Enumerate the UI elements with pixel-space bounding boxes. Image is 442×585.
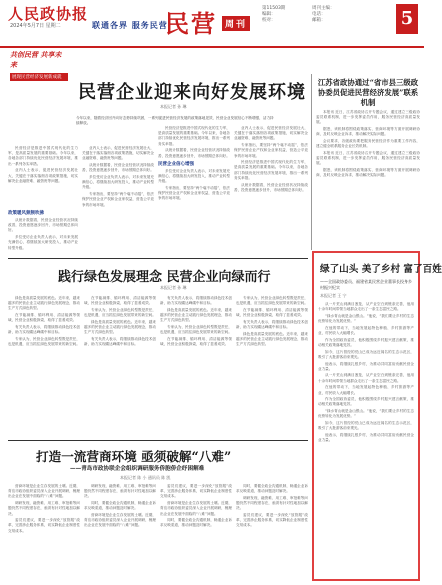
article1-col-2: 业内人士表示，促进民营经济发展壮大，关键在于落实落细各项政策措施，切实解决企业融资难、融资贵等问题。 从统计数据看，民营企业经营状况持续改善，投资意愿逐步回升，市场预期总体向好。 多位受访企业负责人表示，对未来发展充满信心，将继续加大研发投入，推动产业转型升级。 专家指出，要坚持“两个毫不动摇”，依法保护民营企业产权和企业家权益，营造公平竞争的市场环境。 xyxy=(82,146,154,207)
editor-info: 第11503期 编辑： 校对： xyxy=(262,6,286,23)
article2-col-3: 有关负责人表示，将继续推动绿色技术创新，助力实现碳达峰碳中和目标。 绿色是高质量发展的底色。近年来，越来越多的民营企业主动践行绿色发展理念，推动生产方式绿色转型。 专家认为，民营企业绿色转型既是责任，也是机遇，应当抓住绿色发展带来的新空间。 在节能减排、循环利用、清洁能源等领域，民营企业积极探索，取得了显著成效。 xyxy=(160,296,232,347)
contact-info: 周刊主编： 电话： 邮箱： xyxy=(312,6,335,23)
feature-box xyxy=(312,251,442,581)
feature-body: 从一片荒山到满目葱茏，从产业空白到链条完善，他用十余年时间带领当地群众走出了一条生态富民之路。 “绿水青山就是金山银山。”他说，“我们要让乡村的生态优势转化为发展优势。” 在他的带动下，当地发展起特色种植、乡村旅游等产业，村民收入大幅增长。 作为全国政协委员，他积极围绕乡村振兴建言献策，推动相关政策落地见效。 如今，这片曾经的荒山已成为远近闻名的生态示范区，吸引了大批游客前来观光。 他表示，将继续扎根乡村，为推动共同富裕贡献民营企业力量。 从一片荒山到满目葱茏，从产业空白到链条完善，他用十余年时间带领当地群众走出了一条生态富民之路。 在他的带动下，当地发展起特色种植、乡村旅游等产业，村民收入大幅增长。 作为全国政协委员，他积极围绕乡村振兴建言献策，推动相关政策落地见效。 “绿水青山就是金山银山。”他说，“我们要让乡村的生态优势转化为发展优势。” 如今，这片曾经的荒山已成为远近闻名的生态示范区，吸引了大批游客前来观光。 他表示，将继续扎根乡村，为推动共同富裕贡献民营企业力量。 xyxy=(318,302,414,443)
article1-subhead-2: 民营企业信心增强 xyxy=(158,161,194,167)
feature-byline: 本报记者 王 宁 xyxy=(320,293,347,298)
article3-subtitle: ——青岛市政协联企会组织调研服务侨胞侨企纾困解难 xyxy=(70,466,205,472)
section-divider-2 xyxy=(8,440,308,441)
paper-logo: 人民政协报 xyxy=(8,5,89,23)
issue-date: 2024年5月7日 星期二 xyxy=(10,23,61,29)
page-number: 5 xyxy=(396,4,418,34)
article1-title: 民营企业迎来向好发展环境 xyxy=(78,82,306,103)
feature-title: 绿了山头 美了乡村 富了百姓 xyxy=(320,264,442,275)
article1-byline: 本报记者 孙 琳 xyxy=(160,104,187,109)
motto-line-2: 展现民营经济发展新成就 xyxy=(10,73,68,81)
article3-col-4: 同时，要健全政企沟通机制，畅通企业诉求反映渠道，推动问题及时解决。 调研发现，融资难、用工难、审批难等问题仍然不同程度存在，亟须有针对性地加以解决。 委员们建议，要进一步深化“放管服”改革，完善涉企服务体系，切实降低企业制度性交易成本。 xyxy=(236,484,308,528)
article1-lead: 今年以来，随着经济回升向好态势持续巩固，一系列促进民营经济发展的政策落地见效，民营企业发展信心不断增强，活力持续释放。 xyxy=(76,116,274,126)
article3-col-3: 委员们建议，要进一步深化“放管服”改革，完善涉企服务体系，切实降低企业制度性交易成本。 营商环境是企业生存发展的土壤。近期，青岛市政协组织委员深入企业开展调研，梳理出企业在发展中面临的“八难”问题。 同时，要健全政企沟通机制，畅通企业诉求反映渠道，推动问题及时解决。 xyxy=(160,484,232,528)
section-tag: 周刊 xyxy=(222,16,250,31)
article1-col-1b: 政策暖风频频吹拂 从统计数据看，民营企业经营状况持续改善，投资意愿逐步回升，市场预期总体向好。 多位受访企业负责人表示，对未来发展充满信心，将继续加大研发投入，推动产业转型升级。 xyxy=(8,211,78,250)
article2-col-4: 专家认为，民营企业绿色转型既是责任，也是机遇，应当抓住绿色发展带来的新空间。 在节能减排、循环利用、清洁能源等领域，民营企业积极探索，取得了显著成效。 有关负责人表示，将继续推动绿色技术创新，助力实现碳达峰碳中和目标。 绿色是高质量发展的底色。近年来，越来越多的民营企业主动践行绿色发展理念，推动生产方式绿色转型。 xyxy=(236,296,308,347)
section-divider xyxy=(8,258,308,259)
sidebar1-title-block xyxy=(316,78,420,106)
article3-col-2: 调研发现，融资难、用工难、审批难等问题仍然不同程度存在，亟须有针对性地加以解决。 同时，要健全政企沟通机制，畅通企业诉求反映渠道，推动问题及时解决。 营商环境是企业生存发展的土壤。近期，青岛市政协组织委员深入企业开展调研，梳理出企业在发展中面临的“八难”问题。 xyxy=(84,484,156,528)
article2-title: 践行绿色发展理念 民营企业向绿而行 xyxy=(58,270,271,285)
feature-subtitle: ——全国政协委员、福建省某民营企业董事长投身乡村振兴纪实 xyxy=(320,279,412,290)
article1-col-1: 民营经济是推进中国式现代化的生力军，是高质量发展的重要基础。今年以来，各地各部门持续优化民营经济发展环境，推出一系列务实举措。 业内人士表示，促进民营经济发展壮大，关键在于落实落细各项政策措施，切实解决企业融资难、融资贵等问题。 xyxy=(8,146,78,183)
sidebar1-body: 本报讯 近日，江苏省政协召开专题会议，通过建立三级政协委员联系机制，进一步发挥委员作用，服务民营经济高质量发展。 据悉，该机制将围绕政策落实、营商环境等方面开展调研协商，及时反映企业诉求，推动解决实际问题。 会议要求，各级政协要把服务民营经济作为重要工作内容，建立健全联系服务企业长效机制。 本报讯 近日，江苏省政协召开专题会议，通过建立三级政协委员联系机制，进一步发挥委员作用，服务民营经济高质量发展。 据悉，该机制将围绕政策落实、营商环境等方面开展调研协商，及时反映企业诉求，推动解决实际问题。 xyxy=(316,110,420,178)
masthead xyxy=(0,0,424,48)
column-divider xyxy=(311,74,312,250)
article1-col-3: 民营经济是推进中国式现代化的生力军，是高质量发展的重要基础。今年以来，各地各部门持续优化民营经济发展环境，推出一系列务实举措。 从统计数据看，民营企业经营状况持续改善，投资意愿逐步回升，市场预期总体向好。 民营企业信心增强 多位受访企业负责人表示，对未来发展充满信心，将继续加大研发投入，推动产业转型升级。 专家指出，要坚持“两个毫不动摇”，依法保护民营企业产权和企业家权益，营造公平竞争的市场环境。 xyxy=(158,126,230,201)
article3-title: 打造一流营商环境 亟须破解“八难” xyxy=(36,449,232,464)
motto-block xyxy=(10,50,68,90)
article1-subhead-1: 政策暖风频频吹拂 xyxy=(8,211,44,216)
article2-byline: 本报记者 孙 琳 xyxy=(160,285,187,290)
masthead-slogan: 联通各界 服务民营 xyxy=(92,21,168,30)
sidebar1-title: 江苏省政协通过“省市县三级政协委员促进民营经济发展”联系机制 xyxy=(317,78,419,107)
article3-col-1: 营商环境是企业生存发展的土壤。近期，青岛市政协组织委员深入企业开展调研，梳理出企业在发展中面临的“八难”问题。 调研发现，融资难、用工难、审批难等问题仍然不同程度存在，亟须有针对性地加以解决。 委员们建议，要进一步深化“放管服”改革，完善涉企服务体系，切实降低企业制度性交易成本。 xyxy=(8,484,80,533)
article1-col-4: 业内人士表示，促进民营经济发展壮大，关键在于落实落细各项政策措施，切实解决企业融资难、融资贵等问题。 专家指出，要坚持“两个毫不动摇”，依法保护民营企业产权和企业家权益，营造公平竞争的市场环境。 民营经济是推进中国式现代化的生力军，是高质量发展的重要基础。今年以来，各地各部门持续优化民营经济发展环境，推出一系列务实举措。 从统计数据看，民营企业经营状况持续改善，投资意愿逐步回升，市场预期总体向好。 xyxy=(234,126,308,192)
section-title: 民营 xyxy=(165,9,217,38)
article2-col-2: 在节能减排、循环利用、清洁能源等领域，民营企业积极探索，取得了显著成效。 专家认为，民营企业绿色转型既是责任，也是机遇，应当抓住绿色发展带来的新空间。 绿色是高质量发展的底色。近年来，越来越多的民营企业主动践行绿色发展理念，推动生产方式绿色转型。 有关负责人表示，将继续推动绿色技术创新，助力实现碳达峰碳中和目标。 xyxy=(84,296,156,347)
motto-line-1: 共创民营 共享未来 xyxy=(10,51,62,69)
article3-byline: 本报记者 陈 小 通讯员 陈 凯 xyxy=(120,475,171,480)
article2-col-1: 绿色是高质量发展的底色。近年来，越来越多的民营企业主动践行绿色发展理念，推动生产方式绿色转型。 在节能减排、循环利用、清洁能源等领域，民营企业积极探索，取得了显著成效。 有关负责人表示，将继续推动绿色技术创新，助力实现碳达峰碳中和目标。 专家认为，民营企业绿色转型既是责任，也是机遇，应当抓住绿色发展带来的新空间。 xyxy=(8,296,80,347)
